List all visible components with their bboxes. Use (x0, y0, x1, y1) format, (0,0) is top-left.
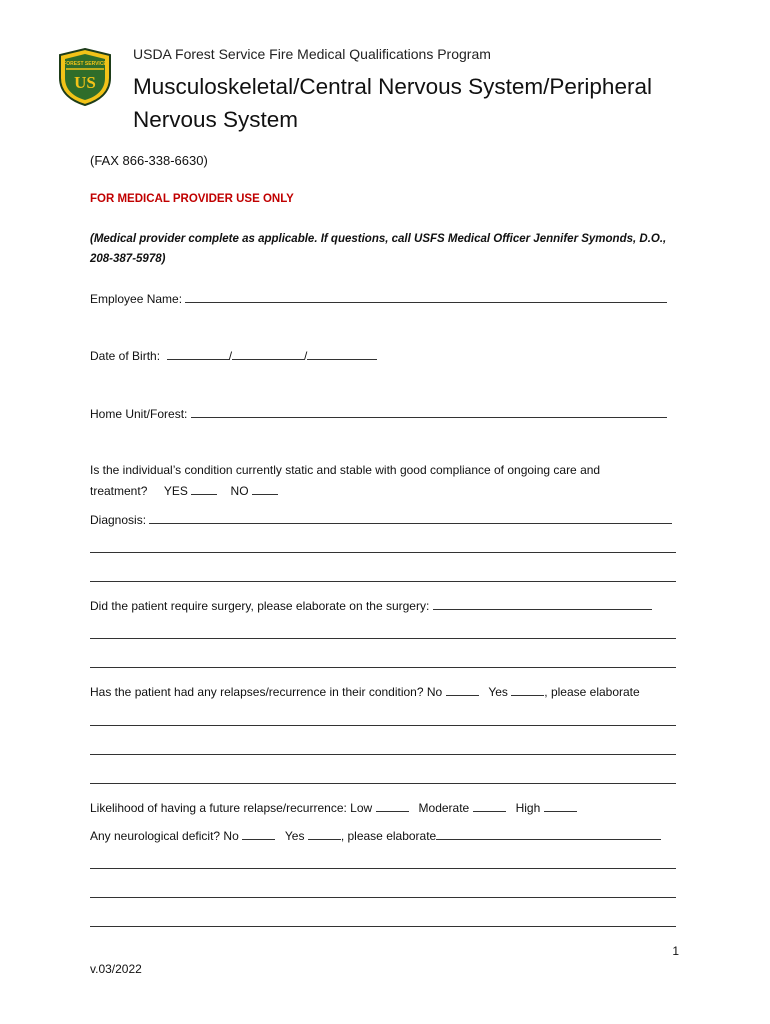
relapse-line[interactable] (90, 725, 676, 726)
surgery-row (90, 598, 652, 613)
relapse-line[interactable] (90, 754, 676, 755)
neuro-row (90, 828, 661, 843)
relapse-no-field[interactable] (446, 684, 479, 696)
employee-name-row (90, 291, 667, 306)
relapse-row (90, 684, 640, 699)
diagnosis-label: Diagnosis: (90, 513, 147, 527)
relapse-yes-field[interactable] (511, 684, 544, 696)
surgery-line[interactable] (90, 638, 676, 639)
provider-only-notice: FOR MEDICAL PROVIDER USE ONLY (90, 193, 294, 205)
dob-separator: / (304, 349, 308, 363)
relapse-line[interactable] (90, 783, 676, 784)
page-title (133, 70, 652, 136)
usda-forest-service-shield-icon (58, 48, 112, 106)
provider-instructions: (Medical provider complete as applicable. If questions, call USFS Medical Officer Jennifer Symonds, D.O., 208-387-5978) (90, 233, 667, 265)
version-label: v.03/2022 (90, 962, 142, 976)
title-line-1: Musculoskeletal/Central Nervous System/Peripheral (133, 74, 652, 99)
likelihood-low-field[interactable] (376, 800, 409, 812)
likelihood-moderate-field[interactable] (473, 800, 506, 812)
relapse-elaborate-label: , please elaborate (544, 685, 640, 699)
home-unit-field[interactable] (191, 406, 667, 418)
diagnosis-line[interactable] (90, 552, 676, 553)
static-question-line-1: Is the individual’s condition currently static and stable with good compliance of ongoing care and (90, 463, 601, 477)
likelihood-high-label: High (515, 801, 541, 815)
relapse-label: Has the patient had any relapses/recurrence in their condition? No (90, 685, 443, 699)
relapse-yes-label: Yes (488, 685, 508, 699)
employee-name-label: Employee Name: (90, 292, 183, 306)
neuro-no-field[interactable] (242, 828, 275, 840)
title-line-2: Nervous System (133, 107, 299, 132)
diagnosis-field[interactable] (149, 512, 672, 524)
dob-row (90, 348, 377, 363)
neuro-line[interactable] (90, 897, 676, 898)
program-name: USDA Forest Service Fire Medical Qualifications Program (133, 46, 491, 62)
dob-month-field[interactable] (167, 348, 229, 360)
page-number: 1 (672, 944, 679, 958)
dob-label: Date of Birth: (90, 349, 161, 363)
surgery-line[interactable] (90, 667, 676, 668)
home-unit-label: Home Unit/Forest: (90, 407, 188, 421)
static-no-field[interactable] (252, 483, 278, 495)
likelihood-high-field[interactable] (544, 800, 577, 812)
neuro-elaborate-label: , please elaborate (340, 829, 437, 843)
static-question-line-2: treatment? (90, 484, 148, 498)
yes-label: YES (163, 484, 188, 498)
likelihood-label: Likelihood of having a future relapse/recurrence: Low (90, 801, 373, 815)
diagnosis-row (90, 512, 672, 527)
dob-day-field[interactable] (232, 348, 304, 360)
no-label: NO (230, 484, 249, 498)
dob-year-field[interactable] (307, 348, 377, 360)
diagnosis-line[interactable] (90, 581, 676, 582)
surgery-field[interactable] (433, 598, 652, 610)
employee-name-field[interactable] (185, 291, 667, 303)
dob-separator: / (228, 349, 233, 363)
logo-letters: US (74, 73, 96, 92)
home-unit-row (90, 406, 667, 421)
static-question-row (90, 483, 278, 498)
neuro-line[interactable] (90, 926, 676, 927)
logo-arc-text: FOREST SERVICE (63, 61, 107, 67)
neuro-yes-label: Yes (284, 829, 305, 843)
likelihood-row (90, 800, 577, 815)
fax-number: (FAX 866-338-6630) (90, 153, 208, 168)
surgery-label: Did the patient require surgery, please elaborate on the surgery: (90, 599, 430, 613)
neuro-label: Any neurological deficit? No (90, 829, 239, 843)
likelihood-moderate-label: Moderate (418, 801, 470, 815)
neuro-elaborate-field[interactable] (436, 828, 661, 840)
neuro-yes-field[interactable] (308, 828, 341, 840)
static-yes-field[interactable] (191, 483, 217, 495)
neuro-line[interactable] (90, 868, 676, 869)
